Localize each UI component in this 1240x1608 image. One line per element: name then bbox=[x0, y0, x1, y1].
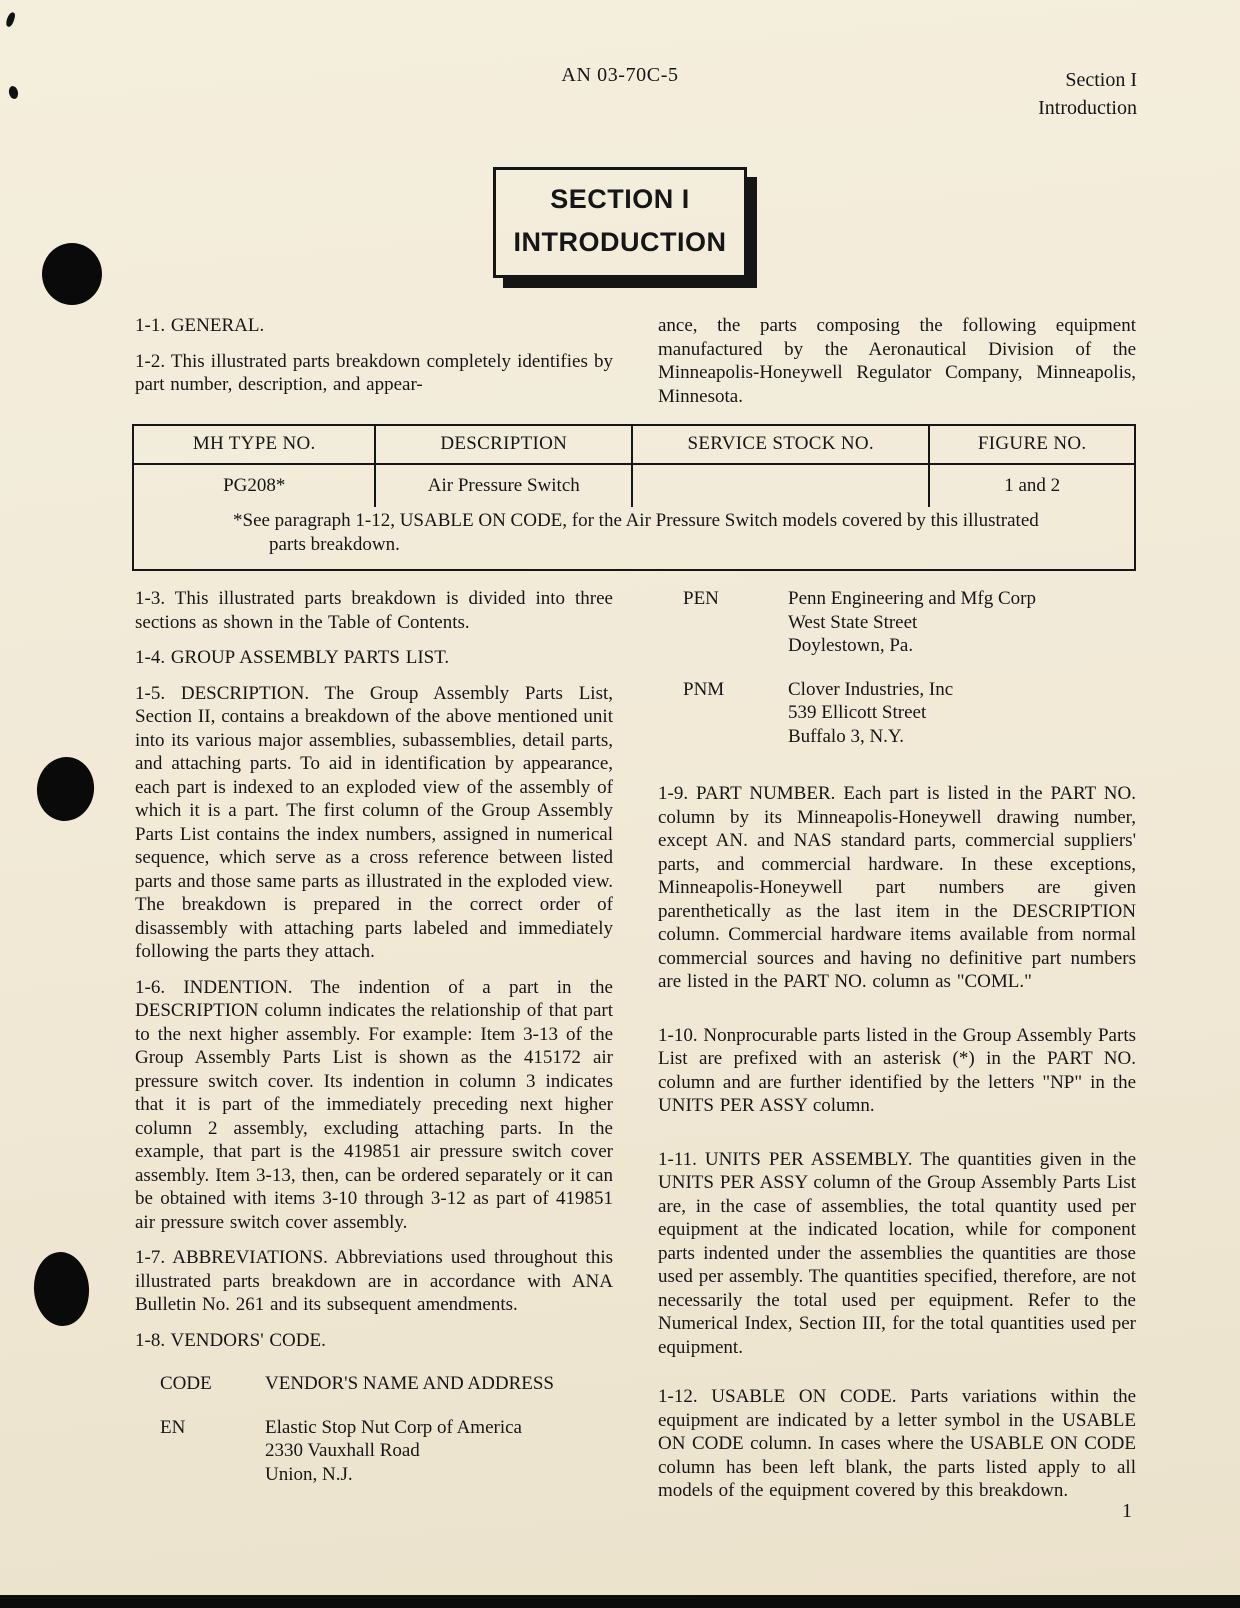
vendor-entry-en bbox=[135, 1416, 613, 1487]
punch-hole bbox=[42, 243, 102, 305]
para-1-10: 1-10. Nonprocurable parts listed in the Group Assembly Parts List are prefixed with an asterisk (*) in the PART NO. column and are further identified by the letters "NP" in the UNITS PER ASSY column. bbox=[658, 1024, 1136, 1116]
vendor-entry-pnm bbox=[658, 678, 1136, 749]
vendor-code-header: CODE bbox=[160, 1373, 212, 1394]
para-1-9: 1-9. PART NUMBER. Each part is listed in the PART NO. column by its Minneapolis-Honeywell drawing number, except AN. and NAS standard parts, commercial suppliers' parts, and commercial hardware. In these exceptions, Minneapolis-Honeywell part numbers are given parenthetically as the last item in the DESCRIPTION column. Commercial hardware items available from normal commercial sources and having no definitive part numbers are listed in the PART NO. column as "COML." bbox=[658, 783, 1136, 992]
vendor-address bbox=[788, 678, 1136, 749]
vendor-address-line: Buffalo 3, N.Y. bbox=[788, 725, 904, 747]
vendor-code: PEN bbox=[683, 588, 719, 609]
vendor-code: EN bbox=[160, 1416, 186, 1438]
vendor-address-line: Clover Industries, Inc bbox=[788, 678, 954, 700]
vendor-address bbox=[788, 587, 1136, 658]
table-footnote: *See paragraph 1-12, USABLE ON CODE, for the Air Pressure Switch models covered by this illustrated parts breakdown. bbox=[233, 510, 1039, 555]
para-1-11: 1-11. UNITS PER ASSEMBLY. The quantities given in the UNITS PER ASSY column of the Group Assembly Parts List are, in the case of assemblies, the total quantity used per equipment at the indicated location, while for component parts indented under the assemblies the quantities are those used per assembly. The quantities specified, therefore, are not necessarily the total used per equipment. Refer to the Numerical Index, Section III, for the total quantities used per equipment. bbox=[658, 1148, 1136, 1358]
vendor-header-row bbox=[135, 1372, 613, 1396]
section-title-line1: SECTION I bbox=[550, 184, 690, 214]
vendor-name-header: VENDOR'S NAME AND ADDRESS bbox=[265, 1373, 554, 1394]
heading-1-8: 1-8. VENDORS' CODE. bbox=[135, 1329, 326, 1351]
section-label: Section I bbox=[1065, 69, 1137, 91]
page-number: 1 bbox=[1122, 1500, 1132, 1522]
para-1-7: 1-7. ABBREVIATIONS. Abbreviations used throughout this illustrated parts breakdown are in accordance with ANA Bulletin No. 261 and its subsequent amendments. bbox=[135, 1247, 613, 1315]
para-1-2-continuation: ance, the parts composing the following equipment manufactured by the Aeronautical Division of the Minneapolis-Honeywell Regulator Company, Minneapolis, Minnesota. bbox=[658, 315, 1136, 407]
cell-mh-type: PG208* bbox=[133, 464, 375, 507]
equipment-table bbox=[132, 424, 1136, 571]
table-footnote-row bbox=[133, 507, 1135, 570]
intro-columns bbox=[0, 314, 1240, 408]
intro-right-column bbox=[658, 314, 1136, 408]
section-title-line2: INTRODUCTION bbox=[513, 227, 727, 257]
vendor-address-line: Union, N.J. bbox=[265, 1463, 353, 1485]
vendor-address-line: Penn Engineering and Mfg Corp bbox=[788, 588, 1037, 609]
vendor-code: PNM bbox=[683, 678, 725, 700]
para-1-3: 1-3. This illustrated parts breakdown is divided into three sections as shown in the Table of Contents. bbox=[135, 588, 613, 633]
cell-service-stock bbox=[632, 464, 929, 507]
right-column bbox=[658, 587, 1136, 1503]
scan-artifact bbox=[8, 85, 20, 100]
vendor-address-line: 539 Ellicott Street bbox=[788, 702, 927, 723]
para-1-2: 1-2. This illustrated parts breakdown completely identifies by part number, description, and appear- bbox=[135, 350, 613, 395]
vendor-address bbox=[265, 1416, 613, 1487]
intro-left-column bbox=[135, 314, 613, 408]
section-sublabel: Introduction bbox=[1038, 97, 1137, 119]
doc-number: AN 03-70C-5 bbox=[561, 64, 679, 86]
scan-edge-shadow bbox=[0, 1595, 1240, 1608]
vendor-address-line: Doylestown, Pa. bbox=[788, 635, 914, 656]
heading-1-4: 1-4. GROUP ASSEMBLY PARTS LIST. bbox=[135, 647, 450, 668]
para-1-5: 1-5. DESCRIPTION. The Group Assembly Parts List, Section II, contains a breakdown of the above mentioned unit into its various major assemblies, subassemblies, detail parts, and attaching parts. To aid in identification by appearance, each part is indexed to an exploded view of the assembly of which it is a part. The first column of the Group Assembly Parts List contains the index numbers, assigned in numerical sequence, which serve as a cross reference between listed parts and those same parts as illustrated in the exploded view. The breakdown is prepared in the correct order of disassembly with attaching parts labeled and immediately following the parts they attach. bbox=[135, 682, 613, 962]
vendor-address-line: West State Street bbox=[788, 611, 918, 633]
cell-description: Air Pressure Switch bbox=[375, 464, 632, 507]
heading-1-1: 1-1. GENERAL. bbox=[135, 315, 265, 336]
vendor-address-line: Elastic Stop Nut Corp of America bbox=[265, 1416, 522, 1438]
section-reference bbox=[1038, 66, 1137, 122]
col-header-mh-type: MH TYPE NO. bbox=[133, 425, 375, 464]
col-header-description: DESCRIPTION bbox=[375, 425, 632, 464]
table-row bbox=[133, 464, 1135, 507]
vendor-entry-pen bbox=[658, 587, 1136, 658]
section-title-box bbox=[493, 167, 747, 278]
body-columns bbox=[0, 587, 1240, 1503]
vendor-address-line: 2330 Vauxhall Road bbox=[265, 1440, 420, 1461]
para-1-6: 1-6. INDENTION. The indention of a part in the DESCRIPTION column indicates the relationship of that part to the next higher assembly. For example: Item 3-13 of the Group Assembly Parts List is shown as the 415172 air pressure switch cover. Its indention in column 3 indicates that it is part of the immediately preceding next higher column 2 assembly, excluding attaching parts. In the example, that part is the 419851 air pressure switch cover assembly. Item 3-13, then, can be ordered separately or it can be obtained with items 3-10 through 3-12 as part of 419851 air pressure switch cover assembly. bbox=[135, 976, 613, 1233]
col-header-service-stock: SERVICE STOCK NO. bbox=[632, 425, 929, 464]
left-column bbox=[135, 587, 613, 1503]
para-1-12: 1-12. USABLE ON CODE. Parts variations within the equipment are indicated by a letter symbol in the USABLE ON CODE column. In cases where the USABLE ON CODE column has been left blank, the parts listed apply to all models of the equipment covered by this breakdown. bbox=[658, 1386, 1136, 1501]
cell-figure: 1 and 2 bbox=[929, 464, 1135, 507]
table-header-row bbox=[133, 425, 1135, 464]
col-header-figure: FIGURE NO. bbox=[929, 425, 1135, 464]
